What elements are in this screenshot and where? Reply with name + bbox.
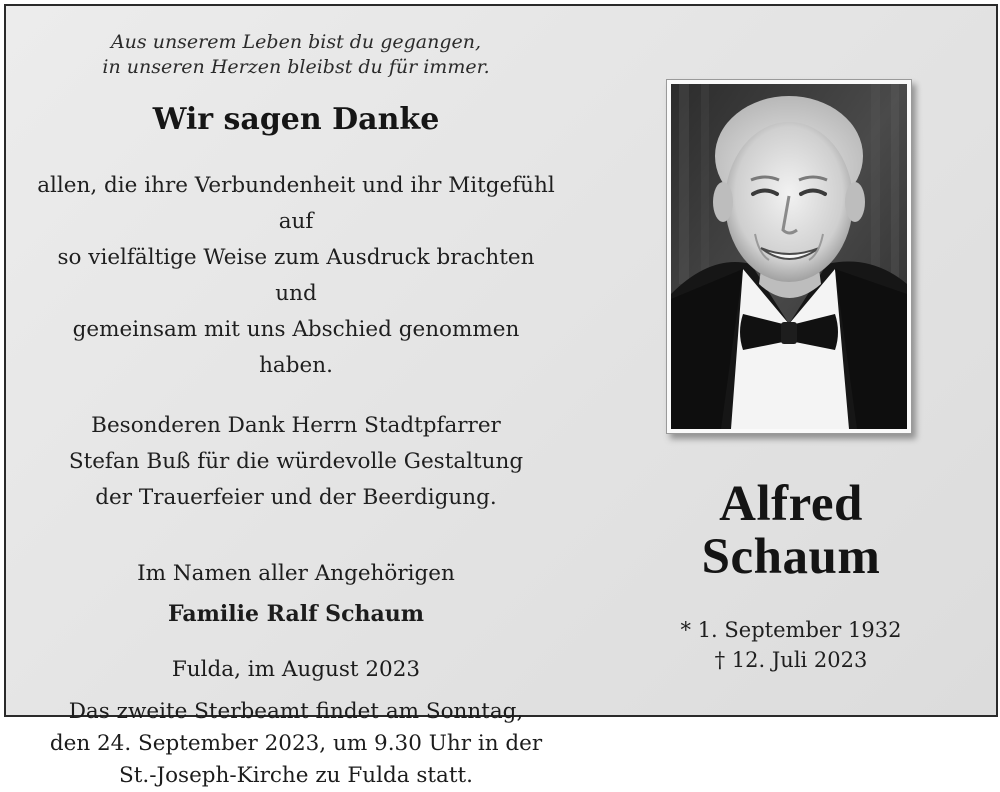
signature-intro: Im Namen aller Angehörigen: [137, 561, 455, 586]
special-thanks-line: Besonderen Dank Herrn Stadtpfarrer: [91, 413, 501, 438]
portrait-frame: [666, 79, 912, 434]
special-thanks-paragraph: [36, 408, 556, 516]
thanks-line: allen, die ihre Verbundenheit und ihr Mitgefühl auf: [37, 173, 555, 234]
motto-line: in unseren Herzen bleibst du für immer.: [102, 56, 490, 78]
deceased-last-name: Schaum: [701, 529, 881, 585]
place-date: Fulda, im August 2023: [171, 657, 421, 682]
birth-date: * 1. September 1932: [680, 618, 902, 642]
deceased-name: [646, 478, 936, 584]
motto-line: Aus unserem Leben bist du gegangen,: [110, 31, 482, 53]
life-dates: [646, 615, 936, 675]
thanks-heading: Wir sagen Danke: [152, 102, 440, 137]
text-column: [36, 30, 556, 792]
thanks-paragraph: [36, 168, 556, 384]
thanks-line: so vielfältige Weise zum Ausdruck brachten und: [57, 245, 535, 306]
signature-family: Familie Ralf Schaum: [167, 601, 424, 627]
service-notice-line: den 24. September 2023, um 9.30 Uhr in der: [49, 731, 543, 756]
service-notice-line: St.-Joseph-Kirche zu Fulda statt.: [119, 763, 473, 788]
service-notice: [36, 696, 556, 792]
obituary-card: [4, 4, 998, 788]
special-thanks-line: Stefan Buß für die würdevolle Gestaltung: [68, 449, 524, 474]
motto: [36, 30, 556, 80]
service-notice-line: Das zweite Sterbeamt findet am Sonntag,: [68, 699, 524, 724]
death-date: † 12. Juli 2023: [714, 648, 868, 672]
deceased-first-name: Alfred: [719, 476, 863, 532]
thanks-line: gemeinsam mit uns Abschied genommen haben.: [72, 317, 520, 378]
portrait-photo: [671, 84, 907, 429]
special-thanks-line: der Trauerfeier und der Beerdigung.: [95, 485, 497, 510]
